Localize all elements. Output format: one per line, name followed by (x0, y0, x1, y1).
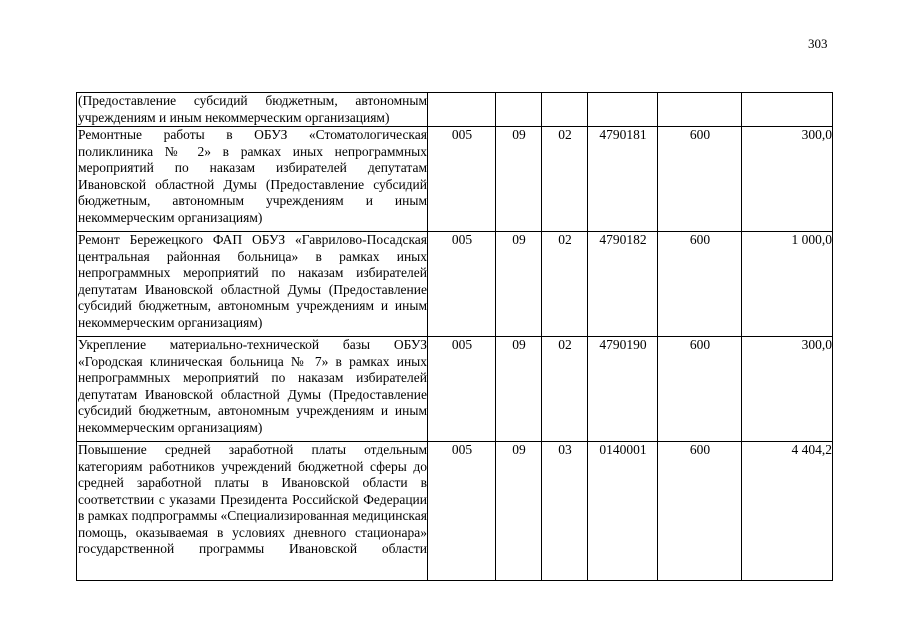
row-amount: 4 404,2 (742, 442, 833, 581)
row-description: (Предоставление субсидий бюджетным, автономным учреждениям и иным некоммерческим организациям) (78, 93, 427, 125)
row-amount: 300,0 (742, 337, 833, 442)
row-expense-type: 600 (658, 442, 742, 581)
row-admin-code (428, 93, 496, 127)
row-admin-code: 005 (428, 127, 496, 232)
row-description: Укрепление материально-технической базы ОБУЗ «Городская клиническая больница № 7» в рамках иных непрограммных мероприятий по наказам избирателей депутатам Ивановской областной Думы (Предоставление субсидий бюджетным, автономным учреждениям и иным некоммерческим организациям) (77, 337, 428, 442)
row-target-article: 4790181 (588, 127, 658, 232)
row-section: 09 (496, 442, 542, 581)
row-subsection (542, 93, 588, 127)
row-amount (742, 93, 833, 127)
row-admin-code: 005 (428, 442, 496, 581)
row-section: 09 (496, 127, 542, 232)
row-target-article (588, 93, 658, 127)
row-section: 09 (496, 337, 542, 442)
row-target-article: 4790182 (588, 232, 658, 337)
row-description: Повышение средней заработной платы отдельным категориям работников учреждений бюджетной сферы до средней заработной платы в Ивановской области в соответствии с указами Президента Российской Федерации в рамках подпрограммы «Специализированная медицинская помощь, оказываемая в условиях дневного стационара» государственной программы Ивановской области (77, 442, 428, 581)
table-row (77, 127, 833, 232)
row-subsection: 02 (542, 127, 588, 232)
row-expense-type: 600 (658, 232, 742, 337)
row-subsection: 03 (542, 442, 588, 581)
row-admin-code: 005 (428, 337, 496, 442)
row-expense-type: 600 (658, 127, 742, 232)
row-subsection: 02 (542, 337, 588, 442)
row-expense-type (658, 93, 742, 127)
table-row (77, 232, 833, 337)
table-row (77, 442, 833, 581)
row-description: Ремонт Бережецкого ФАП ОБУЗ «Гаврилово-Посадская центральная районная больница» в рамках иных непрограммных мероприятий по наказам избирателей депутатам Ивановской областной Думы (Предоставление субсидий бюджетным, автономным учреждениям и иным некоммерческим организациям) (77, 232, 428, 337)
row-admin-code: 005 (428, 232, 496, 337)
row-target-article: 4790190 (588, 337, 658, 442)
row-section (496, 93, 542, 127)
row-description: Ремонтные работы в ОБУЗ «Стоматологическая поликлиника № 2» в рамках иных непрограммных мероприятий по наказам избирателей депутатам Ивановской областной Думы (Предоставление субсидий бюджетным, автономным учреждениям и иным некоммерческим организациям) (77, 127, 428, 232)
table-row (77, 93, 833, 127)
table-row (77, 337, 833, 442)
page-number: 303 (808, 36, 828, 51)
row-subsection: 02 (542, 232, 588, 337)
row-section: 09 (496, 232, 542, 337)
row-amount: 1 000,0 (742, 232, 833, 337)
budget-table (76, 92, 833, 581)
row-expense-type: 600 (658, 337, 742, 442)
row-target-article: 0140001 (588, 442, 658, 581)
row-amount: 300,0 (742, 127, 833, 232)
